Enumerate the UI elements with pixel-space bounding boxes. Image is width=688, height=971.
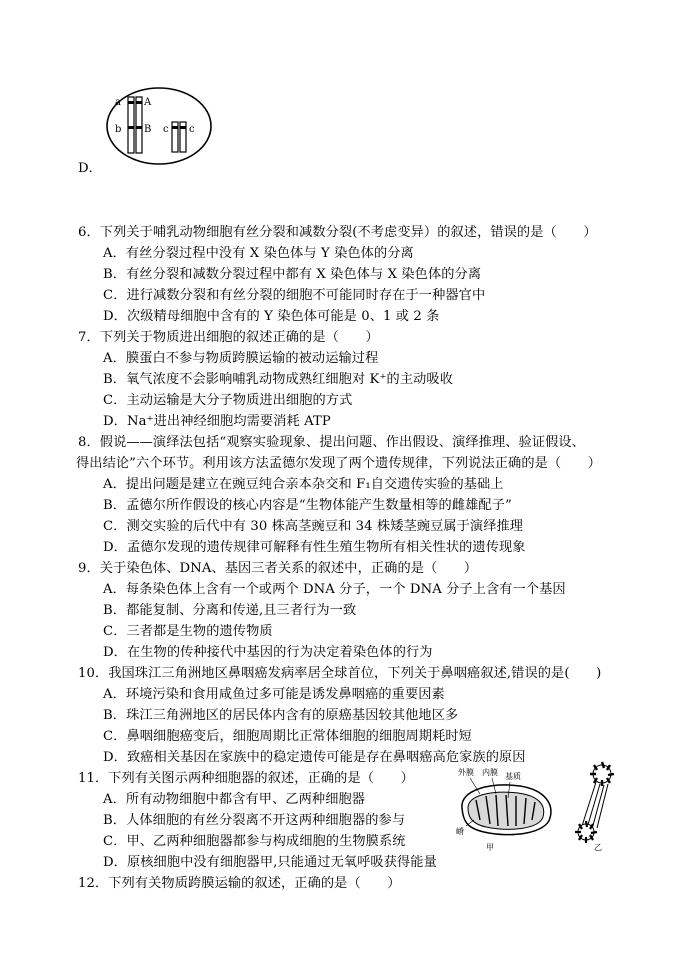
question-11-option-b: B．人体细胞的有丝分裂离不开这两种细胞器的参与 bbox=[103, 813, 406, 828]
label-outer-membrane: 外膜 bbox=[458, 768, 474, 777]
option-d-label: D． bbox=[78, 161, 102, 176]
question-9-stem: 9．关于染色体、DNA、基因三者关系的叙述中，正确的是（ ） bbox=[78, 561, 478, 576]
question-6-option-c: C．进行减数分裂和有丝分裂的细胞不可能同时存在于一种器官中 bbox=[103, 288, 486, 303]
question-6-stem: 6．下列关于哺乳动物细胞有丝分裂和减数分裂(不考虑变异）的叙述，错误的是（ ） bbox=[78, 225, 597, 240]
cell-outline bbox=[107, 88, 211, 164]
question-8-option-b: B．孟德尔所作假设的核心内容是“生物体能产生数量相等的雌雄配子” bbox=[103, 498, 512, 513]
chromosome bbox=[136, 97, 142, 153]
question-9-option-b: B．都能复制、分离和传递,且三者行为一致 bbox=[103, 603, 357, 618]
question-9-option-d: D．在生物的传种接代中基因的行为决定着染色体的行为 bbox=[103, 645, 433, 660]
gene-label: c bbox=[163, 124, 169, 135]
question-10-option-d: D．致癌相关基因在家族中的稳定遗传可能是存在鼻咽癌高危家族的原因 bbox=[103, 750, 526, 765]
label-cristae: 嵴 bbox=[456, 827, 464, 836]
gene-label: c bbox=[189, 124, 195, 135]
question-11-option-c: C．甲、乙两种细胞器都参与构成细胞的生物膜系统 bbox=[103, 834, 406, 849]
question-8-stem-line-1: 8．假说——演绎法包括“观察实验现象、提出问题、作出假设、演绎推理、验证假设、 bbox=[78, 435, 585, 450]
label-matrix: 基质 bbox=[505, 772, 521, 781]
question-9-option-a: A．每条染色体上含有一个或两个 DNA 分子，一个 DNA 分子上含有一个基因 bbox=[103, 582, 566, 597]
question-8-option-c: C．测交实验的后代中有 30 株高茎豌豆和 34 株矮茎豌豆属于演绎推理 bbox=[103, 519, 524, 534]
question-10-option-b: B．珠江三角洲地区的居民体内含有的原癌基因较其他地区多 bbox=[103, 708, 459, 723]
question-10-stem: 10．我国珠江三角洲地区鼻咽癌发病率居全球首位，下列关于鼻咽癌叙述,错误的是( ) bbox=[78, 666, 602, 681]
centriole-drawing bbox=[575, 762, 614, 843]
question-11-option-a: A．所有动物细胞中都含有甲、乙两种细胞器 bbox=[103, 792, 366, 807]
question-7-stem: 7．下列关于物质进出细胞的叙述正确的是（ ） bbox=[78, 330, 379, 345]
question-9-option-c: C．三者都是生物的遗传物质 bbox=[103, 624, 273, 639]
question-8-option-d: D．孟德尔发现的遗传规律可解释有性生殖生物所有相关性状的遗传现象 bbox=[103, 540, 526, 555]
label-jia: 甲 bbox=[486, 843, 494, 852]
chromosome bbox=[128, 97, 134, 153]
question-10-option-a: A．环境污染和食用咸鱼过多可能是诱发鼻咽癌的重要因素 bbox=[103, 687, 445, 702]
question-12-stem: 12．下列有关物质跨膜运输的叙述，正确的是（ ） bbox=[78, 876, 401, 891]
question-6-option-d: D．次级精母细胞中含有的 Y 染色体可能是 0、1 或 2 条 bbox=[103, 309, 440, 324]
organelle-figure bbox=[450, 760, 622, 852]
question-6-option-a: A．有丝分裂过程中没有 X 染色体与 Y 染色体的分离 bbox=[103, 246, 414, 261]
label-yi: 乙 bbox=[594, 843, 602, 852]
question-8-stem-line-2: 得出结论”六个环节。利用该方法孟德尔发现了两个遗传规律，下列说法正确的是（ ） bbox=[76, 456, 602, 471]
question-7-option-b: B．氧气浓度不会影响哺乳动物成熟红细胞对 K⁺的主动吸收 bbox=[103, 372, 453, 387]
gene-label: b bbox=[115, 124, 122, 135]
label-inner-membrane: 内膜 bbox=[482, 768, 498, 777]
mitochondrion-drawing bbox=[462, 778, 551, 835]
question-6-option-b: B．有丝分裂和减数分裂过程中都有 X 染色体与 X 染色体的分离 bbox=[103, 267, 482, 282]
question-7-option-a: A．膜蛋白不参与物质跨膜运输的被动运输过程 bbox=[103, 351, 379, 366]
question-7-option-c: C．主动运输是大分子物质进出细胞的方式 bbox=[103, 393, 353, 408]
question-11-stem: 11．下列有关图示两种细胞器的叙述，正确的是（ ） bbox=[78, 771, 414, 786]
gene-label: a bbox=[115, 97, 121, 108]
question-10-option-c: C．鼻咽细胞癌变后，细胞周期比正常体细胞的细胞周期耗时短 bbox=[103, 729, 472, 744]
question-8-option-a: A．提出问题是建立在豌豆纯合亲本杂交和 F₁自交遗传实验的基础上 bbox=[103, 477, 504, 492]
question-11-option-d: D．原核细胞中没有细胞器甲,只能通过无氧呼吸获得能量 bbox=[103, 855, 437, 870]
gene-label: A bbox=[144, 97, 152, 108]
question-7-option-d: D．Na⁺进出神经细胞均需要消耗 ATP bbox=[103, 414, 331, 429]
gene-label: B bbox=[144, 124, 152, 135]
chromosome-cell-figure bbox=[104, 86, 216, 166]
